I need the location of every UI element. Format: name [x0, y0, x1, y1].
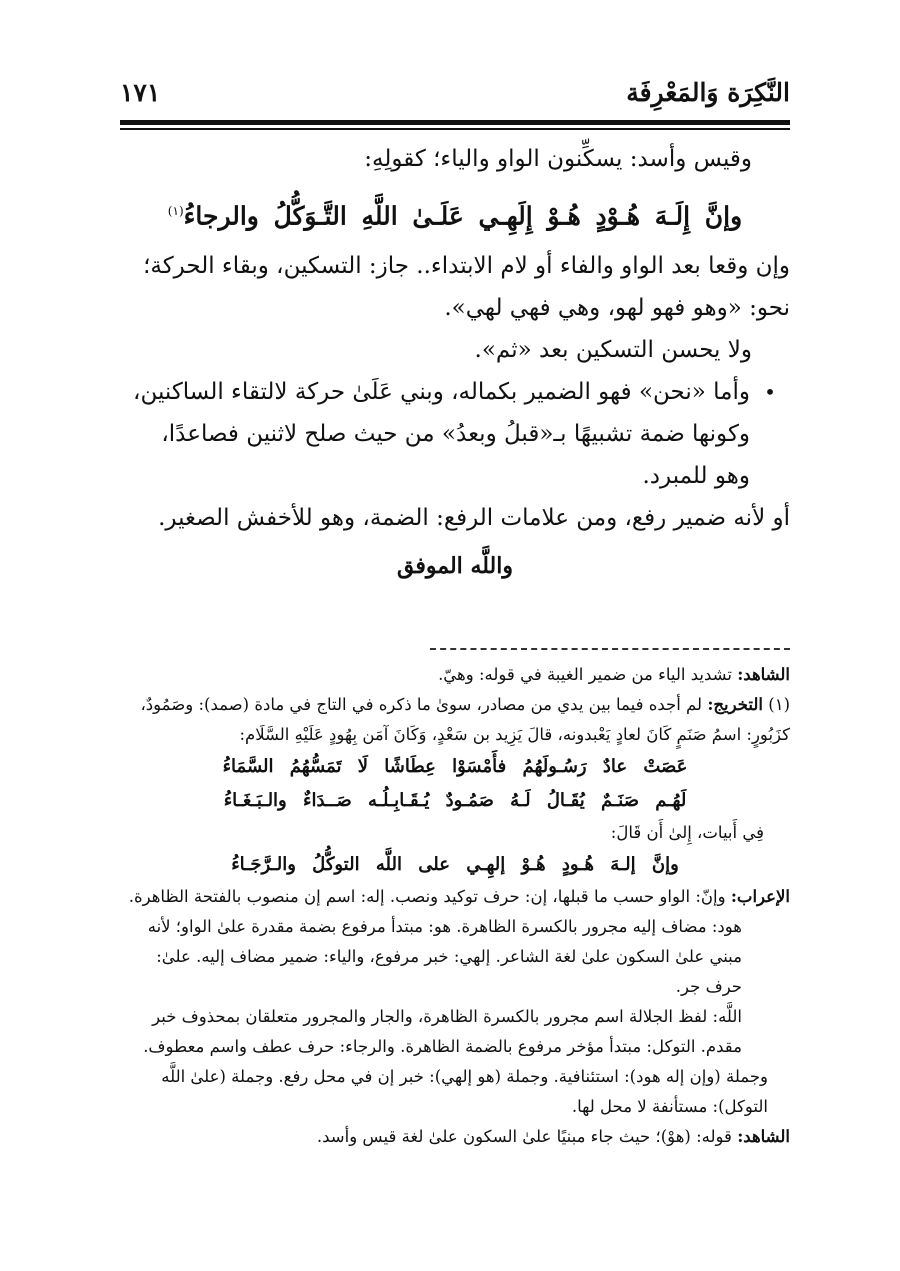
closing-line: واللَّه الموفق [397, 553, 513, 580]
footnotes [120, 660, 790, 1152]
bullet-text: وأما «نحن» فهو الضمير بكماله، وبني عَلَىٰ حركة لالتقاء الساكنين، وكونها ضمة تشبيهًا بـ«قبلُ وبعدُ» من حيث صلح لاثنين فصاعدًا، وهو للمبرد. [133, 379, 750, 490]
body-paragraph-2: وإن وقعا بعد الواو والفاء أو لام الابتداء.. جاز: التسكين، وبقاء الحركة؛ نحو: «وهو فهو لهو، وهي فهي لهي». [143, 253, 790, 322]
poetry-verse [120, 186, 790, 241]
verse-text: وإنَّ إِلَـهَ هُـوْدٍ هُـوْ إِلَهِـي عَلَـىٰ اللَّهِ التَّـوَكُّلُ والرجاءُ [183, 201, 743, 231]
body-paragraph-3: ولا يحسن التسكين بعد «ثم». [474, 337, 752, 364]
irab-text-1: وإنّ: الواو حسب ما قبلها، إن: حرف توكيد ونصب. إله: اسم إن منصوب بالفتحة الظاهرة. [128, 887, 726, 906]
shahid-text-2: قوله: (هوْ)؛ حيث جاء مبنيًا علىٰ السكون علىٰ لغة قيس وأسد. [316, 1127, 732, 1146]
bullet-paragraph [120, 371, 790, 497]
irab-label: الإعراب: [730, 887, 790, 906]
page-header [120, 78, 790, 118]
body-line-1: وقيس وأسد: يسكِّنون الواو والياء؛ كقولِهِ: [364, 146, 752, 172]
shahid-text: تشديد الياء من ضمير الغيبة في قوله: وهيّ. [438, 665, 732, 684]
irab-line-2: هود: مضاف إليه مجرور بالكسرة الظاهرة. هو: مبتدأ مرفوع بضمة مقدرة علىٰ الواو؛ لأنه مبني علىٰ السكون علىٰ لغة الشاعر. إلهي: خبر مرفوع، والياء: ضمير مضاف إليه. علىٰ: حرف جر. [147, 917, 742, 996]
page-number: ١٧١ [120, 78, 161, 107]
body-paragraph-4: أو لأنه ضمير رفع، ومن علامات الرفع: الضمة، وهو للأخفش الصغير. [158, 505, 790, 532]
header-rule-thick [120, 120, 790, 125]
footnote-verse-3: وإنَّ إلـهَ هُـودٍ هُـوْ إلهِـي على اللَّه التوكُّلُ والـرَّجَـاءُ [231, 854, 679, 875]
running-title: النَّكِرَة وَالمَعْرِفَة [626, 78, 790, 107]
footnote-verse-intro: فِي أَبيات، إِلىٰ أَن قَالَ: [610, 823, 764, 842]
shahid-label-2: الشاهد: [737, 1127, 790, 1146]
footnote-verse-1: عَصَتْ عادٌ رَسُـولَهُمُ فأَمْسَوْا عِطَاشًا لَا تَمَسُّهُمُ السَّمَاءُ [222, 756, 688, 777]
header-rule-thin [120, 128, 790, 130]
footnote-number: (١) [768, 695, 790, 714]
shahid-label: الشاهد: [737, 665, 790, 684]
main-text [120, 138, 790, 587]
takhrij-label: التخريج: [707, 695, 763, 714]
footnote-ref: (١) [167, 204, 184, 218]
irab-line-1 [120, 882, 790, 912]
takhrij-text: لم أجده فيما بين يدي من مصادر، سوىٰ ما ذكره في التاج في مادة (صمد): وصَمُودٌ، كزَبُورٍ: اسمُ صَنَمٍ كَانَ لعادٍ يَعْبدونه، قالَ يَزِيد بن سَعْدٍ، وَكَانَ آمَن بِهُودٍ عَلَيْهِ السَّلَام: [140, 695, 790, 744]
jumal-line: وجملة (وإن إله هود): استئنافية. وجملة (هو إلهي): خبر إن في محل رفع. وجملة (علىٰ اللَّه التوكل): مستأنفة لا محل لها. [161, 1067, 768, 1116]
footnote-verse-2: لَهُـم صَنَـمٌ يُقَـالُ لَـهُ صَمُـودٌ يُـقَـابِـلُـه صَــدَاءٌ والـبَـغَـاءُ [223, 790, 687, 811]
irab-line-3: اللَّه: لفظ الجلالة اسم مجرور بالكسرة الظاهرة، والجار والمجرور متعلقان بمحذوف خبر مقدم. التوكل: مبتدأ مؤخر مرفوع بالضمة الظاهرة. والرجاء: حرف عطف واسم معطوف. [143, 1007, 742, 1056]
bullet-icon: • [764, 380, 776, 405]
footnote-separator [430, 648, 790, 650]
footnote-shahid-1 [120, 660, 790, 690]
footnote-1 [120, 690, 790, 750]
footnote-shahid-2 [120, 1122, 790, 1152]
